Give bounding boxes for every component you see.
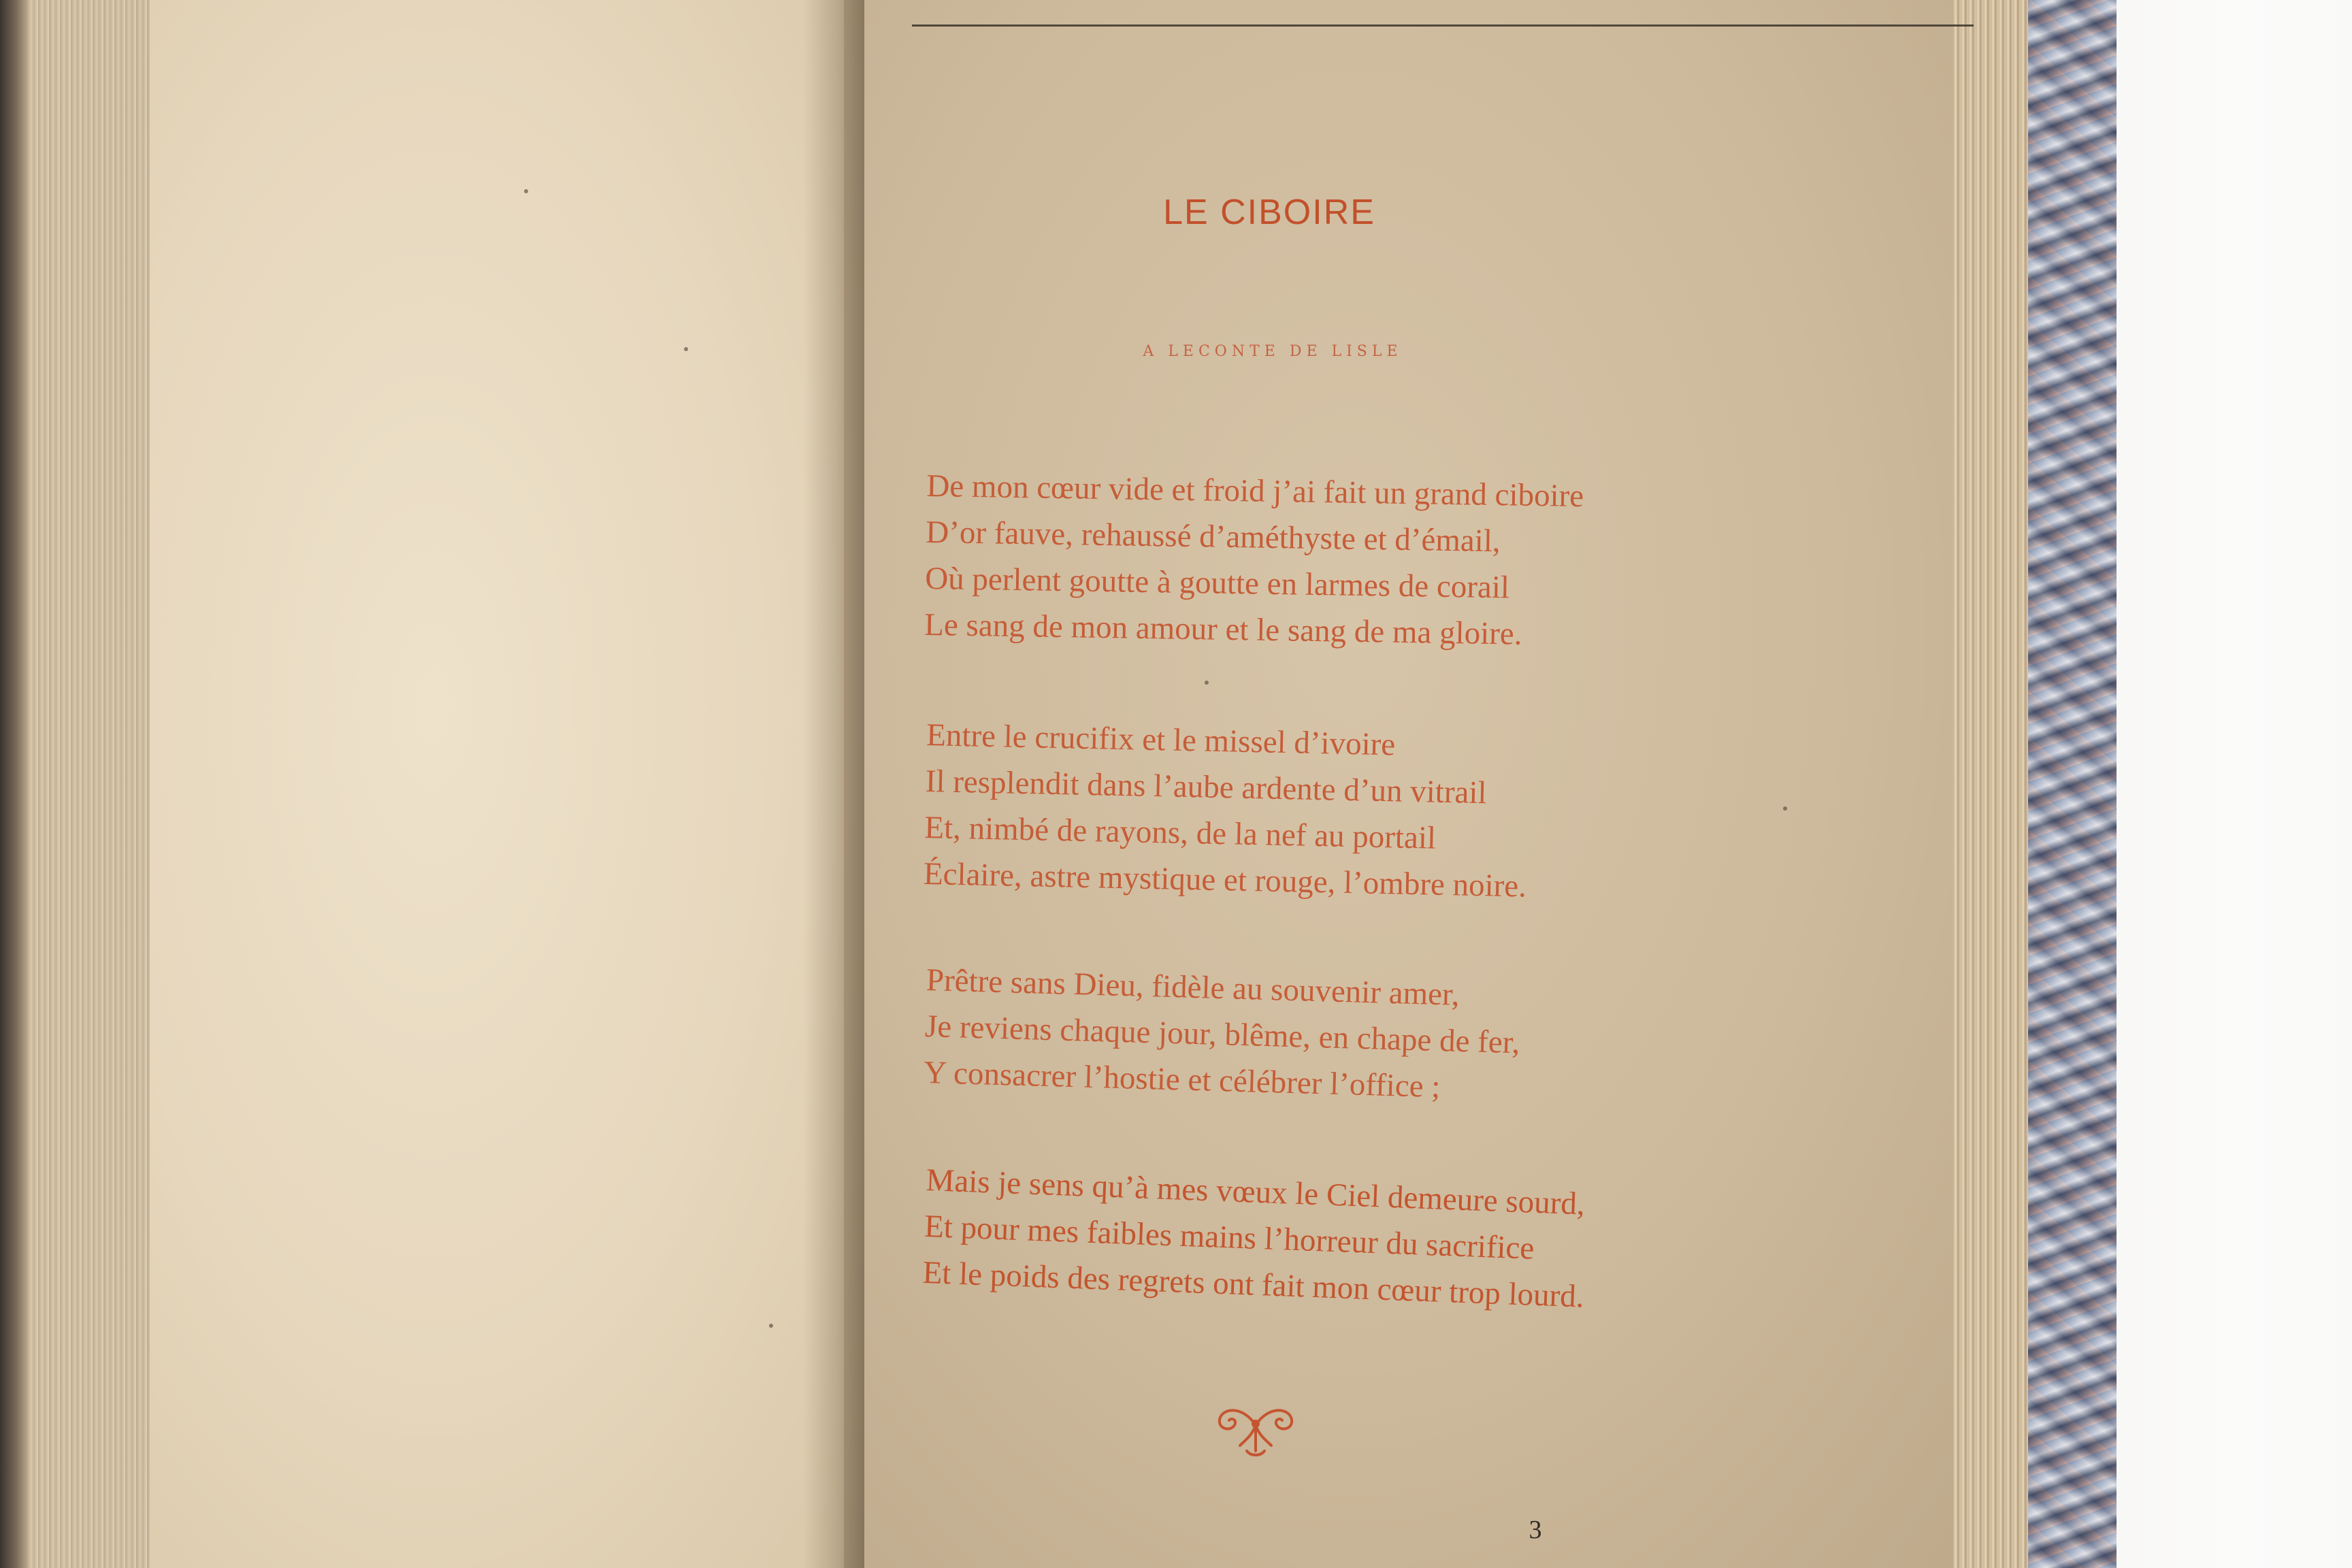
stanza-3: [923, 957, 1675, 1117]
poem-dedication: A LECONTE DE LISLE: [1143, 343, 1403, 360]
paper-speck: [1783, 806, 1787, 811]
poem-line: Le sang de mon amour et le sang de ma gloire.: [924, 606, 1522, 652]
page-fore-edge: [1953, 0, 2028, 1568]
stanza-2: [923, 712, 1675, 913]
book-gutter: [803, 0, 864, 1568]
page-number: 3: [1529, 1516, 1542, 1544]
poem-line: Y consacrer l’hostie et célébrer l’office ;: [923, 1054, 1441, 1105]
floral-ornament-icon: [1211, 1398, 1300, 1459]
poem-line: Il resplendit dans l’aube ardente d’un vitrail: [925, 763, 1488, 811]
paper-speck: [684, 347, 688, 351]
paper-speck: [769, 1324, 773, 1328]
stanza-1: [924, 463, 1676, 659]
left-page-blank: [150, 0, 858, 1568]
stanza-4: [922, 1157, 1676, 1323]
left-page-stack: [27, 0, 163, 1568]
paper-speck: [524, 189, 528, 193]
poem-title: LE CIBOIRE: [1163, 193, 1375, 232]
poem-line: Où perlent goutte à goutte en larmes de corail: [924, 560, 1510, 606]
poem-line: Et, nimbé de rayons, de la nef au portail: [924, 809, 1437, 856]
marbled-endpaper: [2028, 0, 2117, 1568]
poem-line: Mais je sens qu’à mes vœux le Ciel demeure sourd,: [925, 1162, 1586, 1222]
poem-line: De mon cœur vide et froid j’ai fait un grand ciboire: [926, 468, 1584, 514]
poem-line: Je reviens chaque jour, blême, en chape de fer,: [924, 1008, 1521, 1061]
paper-speck: [1205, 681, 1209, 685]
header-rule: [912, 24, 1974, 27]
poem-line: Et le poids des regrets ont fait mon cœur trop lourd.: [921, 1254, 1585, 1315]
poem-line: Prêtre sans Dieu, fidèle au souvenir amer,: [926, 962, 1460, 1013]
poem-line: Éclaire, astre mystique et rouge, l’ombre noire.: [923, 855, 1527, 904]
poem-line: Entre le crucifix et le missel d’ivoire: [926, 717, 1396, 763]
poem-line: D’or fauve, rehaussé d’améthyste et d’émail,: [925, 514, 1501, 559]
poem-line: Et pour mes faibles mains l’horreur du sacrifice: [924, 1208, 1535, 1267]
